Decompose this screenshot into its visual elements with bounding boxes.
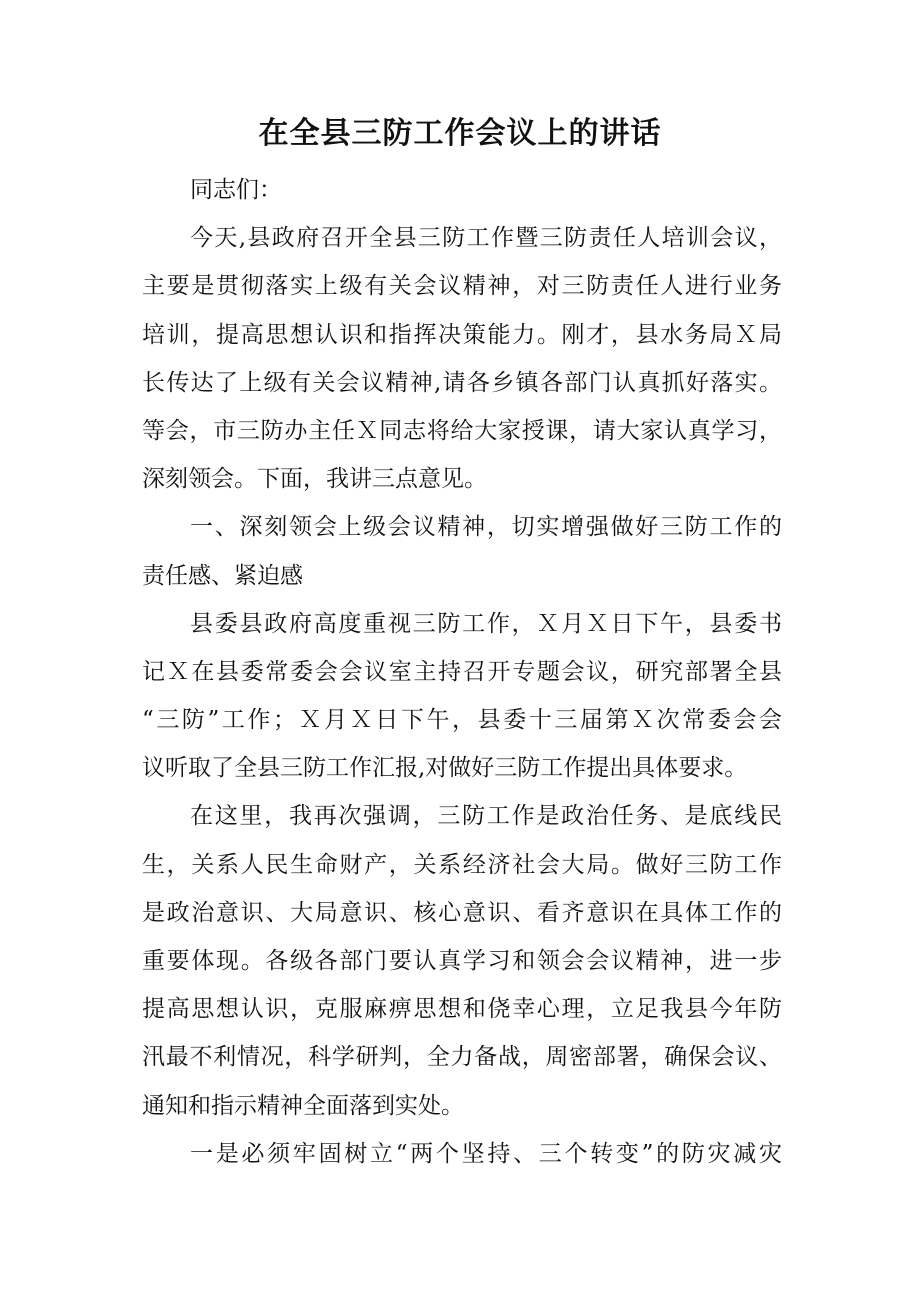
text-line: 同志们： [190,177,282,203]
text-line: “三防”工作；Ｘ月Ｘ日下午，县委十三届第Ｘ次常委会会 [142,707,782,734]
document-body [142,166,782,1178]
paragraph-salutation [142,166,782,214]
text-line: 提高思想认识，克服麻痹思想和侥幸心理，立足我县今年防 [142,996,782,1023]
section-heading-1 [142,503,782,599]
text-line: 长传达了上级有关会议精神,请各乡镇各部门认真抓好落实。 [142,369,782,396]
paragraph-intro [142,214,782,503]
document-title: 在全县三防工作会议上的讲话 [258,116,662,151]
text-line: 等会，市三防办主任Ｘ同志将给大家授课，请大家认真学习， [142,417,782,444]
text-line: 今天,县政府召开全县三防工作暨三防责任人培训会议， [190,225,782,252]
paragraph-committee [142,600,782,793]
text-line: 是政治意识、大局意识、核心意识、看齐意识在具体工作的 [142,899,782,926]
text-line: 汛最不利情况，科学研判，全力备战，周密部署，确保会议、 [142,1044,782,1071]
text-line: 责任感、紧迫感 [142,562,303,589]
text-line: 议听取了全县三防工作汇报,对做好三防工作提出具体要求。 [142,755,748,782]
text-line: 一是必须牢固树立“两个坚持、三个转变”的防灾减灾 [190,1140,782,1167]
text-line: 生，关系人民生命财产，关系经济社会大局。做好三防工作 [142,851,782,878]
paragraph-point-one [142,1130,782,1178]
text-line: 重要体现。各级各部门要认真学习和领会会议精神，进一步 [142,948,782,974]
text-line: 通知和指示精神全面落到实处。 [142,1092,464,1119]
text-line: 县委县政府高度重视三防工作，Ｘ月Ｘ日下午，县委书 [190,610,782,637]
text-line: 主要是贯彻落实上级有关会议精神，对三防责任人进行业务 [142,273,782,300]
text-line: 在这里，我再次强调，三防工作是政治任务、是底线民 [190,803,782,830]
text-line: 记Ｘ在县委常委会会议室主持召开专题会议，研究部署全县 [142,658,782,685]
text-line: 一、深刻领会上级会议精神，切实增强做好三防工作的 [190,514,782,541]
text-line: 培训，提高思想认识和指挥决策能力。刚才，县水务局Ｘ局 [142,321,782,348]
text-line: 深刻领会。下面，我讲三点意见。 [142,466,487,493]
paragraph-emphasis [142,792,782,1129]
